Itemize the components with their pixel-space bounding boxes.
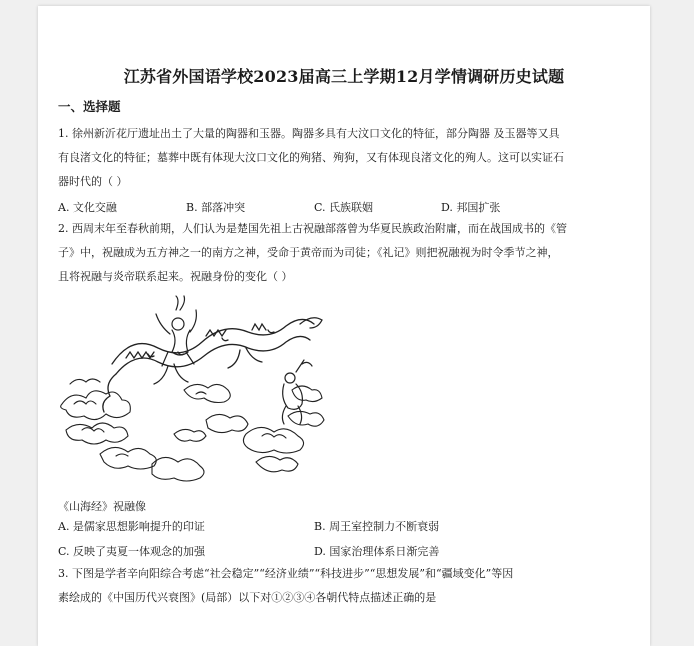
document-page	[38, 6, 650, 646]
question-1-line-3: 器时代的（ ）	[58, 175, 128, 188]
zhurong-figure	[156, 296, 196, 366]
attendant-figure	[282, 360, 312, 424]
question-3-line-1: 3. 下图是学者辛向阳综合考虑“社会稳定”“经济业绩”“科技进步”“思想发展”和“疆域变化”等因	[58, 567, 514, 580]
question-2-option-d: D. 国家治理体系日渐完善	[314, 545, 440, 558]
section-heading: 一、选择题	[58, 99, 121, 114]
zhurong-illustration	[56, 294, 338, 488]
question-2-line-1: 2. 西周末年至春秋前期，人们认为是楚国先祖上古祝融部落曾为华夏民族政治附庸，而在战国成书的《管	[58, 222, 567, 235]
question-2-option-b: B. 周王室控制力不断衰弱	[314, 520, 440, 533]
question-1-option-c: C. 氏族联姻	[314, 201, 374, 214]
question-2-line-2: 子》中，祝融成为五方神之一的南方之神，受命于黄帝而为司徒；《礼记》则把祝融视为时令季节之神，	[58, 246, 559, 259]
question-1-option-b: B. 部落冲突	[186, 201, 246, 214]
question-2-option-a: A. 是儒家思想影响提升的印证	[58, 520, 205, 533]
illustration-caption: 《山海经》祝融像	[58, 500, 146, 513]
question-1-line-1: 1. 徐州新沂花厅遗址出土了大量的陶器和玉器。陶器多具有大汶口文化的特征，部分陶器 及玉器等又具	[58, 127, 560, 140]
dragon-figure	[103, 318, 322, 412]
viewer-background	[0, 0, 38, 6]
question-1-option-d: D. 邦国扩张	[441, 201, 501, 214]
question-1-line-2: 有良渚文化的特征；墓葬中既有体现大汶口文化的殉猪、殉狗，又有体现良渚文化的殉人。这可以实证石	[58, 151, 564, 164]
page-title: 江苏省外国语学校2023届高三上学期12月学情调研历史试题	[123, 67, 565, 86]
question-3-line-2: 素绘成的《中国历代兴衰图》(局部）以下对①②③④各朝代特点描述正确的是	[58, 591, 437, 604]
question-1-option-a: A. 文化交融	[58, 201, 117, 214]
question-2-option-c: C. 反映了夷夏一体观念的加强	[58, 545, 206, 558]
question-2-line-3: 且将祝融与炎帝联系起来。祝融身份的变化（ ）	[58, 270, 293, 283]
cloud-middle	[152, 384, 248, 481]
